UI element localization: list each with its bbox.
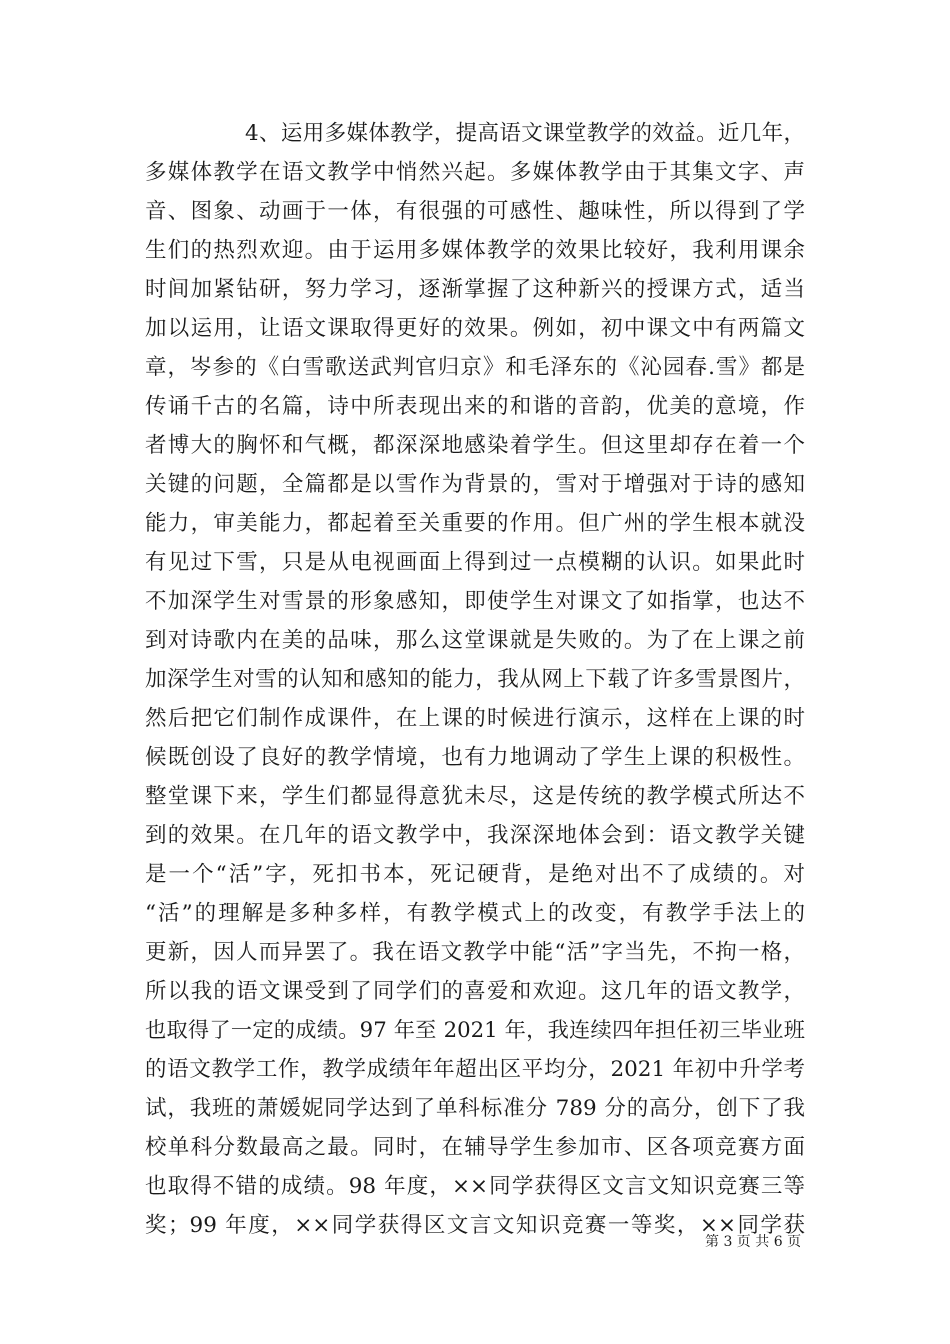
paragraph-line: 能力，审美能力，都起着至关重要的作用。但广州的学生根本就没 [145, 511, 805, 536]
paragraph-line: 所以我的语文课受到了同学们的喜爱和欢迎。这几年的语文教学， [145, 979, 805, 1004]
paragraph-line: 生们的热烈欢迎。由于运用多媒体教学的效果比较好，我利用课余 [145, 238, 805, 263]
paragraph-line: 到对诗歌内在美的品味，那么这堂课就是失败的。为了在上课之前 [145, 628, 805, 653]
paragraph-line: 试，我班的萧媛妮同学达到了单科标准分 789 分的高分，创下了我 [145, 1096, 805, 1121]
page-number-footer: 第 3 页 共 6 页 [705, 1234, 802, 1250]
paragraph-line: 更新，因人而异罢了。我在语文教学中能“活”字当先，不拘一格， [145, 940, 805, 965]
paragraph-line: 有见过下雪，只是从电视画面上得到过一点模糊的认识。如果此时 [145, 550, 805, 575]
paragraph-line: 加以运用，让语文课取得更好的效果。例如，初中课文中有两篇文 [145, 316, 805, 341]
paragraph-line: “活”的理解是多种多样，有教学模式上的改变，有教学手法上的 [145, 901, 805, 926]
paragraph-line: 加深学生对雪的认知和感知的能力，我从网上下载了许多雪景图片， [145, 667, 805, 692]
paragraph-line: 然后把它们制作成课件，在上课的时候进行演示，这样在上课的时 [145, 706, 805, 731]
paragraph-line: 者博大的胸怀和气概，都深深地感染着学生。但这里却存在着一个 [145, 433, 805, 458]
paragraph-line: 章，岑参的《白雪歌送武判官归京》和毛泽东的《沁园春.雪》都是 [145, 355, 805, 380]
paragraph-line: 整堂课下来，学生们都显得意犹未尽，这是传统的教学模式所达不 [145, 784, 805, 809]
paragraph-line: 候既创设了良好的教学情境，也有力地调动了学生上课的积极性。 [145, 745, 805, 770]
paragraph-line: 关键的问题，全篇都是以雪作为背景的，雪对于增强对于诗的感知 [145, 472, 805, 497]
paragraph-line: 到的效果。在几年的语文教学中，我深深地体会到：语文教学关键 [145, 823, 805, 848]
paragraph-line: 传诵千古的名篇，诗中所表现出来的和谐的音韵，优美的意境，作 [145, 394, 805, 419]
paragraph-line: 校单科分数最高之最。同时，在辅导学生参加市、区各项竞赛方面 [145, 1135, 805, 1160]
paragraph-line: 不加深学生对雪景的形象感知，即使学生对课文了如指掌，也达不 [145, 589, 805, 614]
paragraph-line: 时间加紧钻研，努力学习，逐渐掌握了这种新兴的授课方式，适当 [145, 277, 805, 302]
paragraph-line: 奖；99 年度，××同学获得区文言文知识竞赛一等奖，××同学获 [145, 1213, 805, 1238]
paragraph-line: 也取得了一定的成绩。97 年至 2021 年，我连续四年担任初三毕业班 [145, 1018, 805, 1043]
paragraph-line: 的语文教学工作，教学成绩年年超出区平均分，2021 年初中升学考 [145, 1057, 805, 1082]
paragraph-line: 是一个“活”字，死扣书本，死记硬背，是绝对出不了成绩的。对 [145, 862, 805, 887]
paragraph-line: 多媒体教学在语文教学中悄然兴起。多媒体教学由于其集文字、声 [145, 160, 805, 185]
paragraph-line: 音、图象、动画于一体，有很强的可感性、趣味性，所以得到了学 [145, 199, 805, 224]
paragraph-line: 也取得不错的成绩。98 年度，××同学获得区文言文知识竞赛三等 [145, 1174, 805, 1199]
paragraph-line: 4、运用多媒体教学，提高语文课堂教学的效益。近几年， [245, 121, 805, 146]
